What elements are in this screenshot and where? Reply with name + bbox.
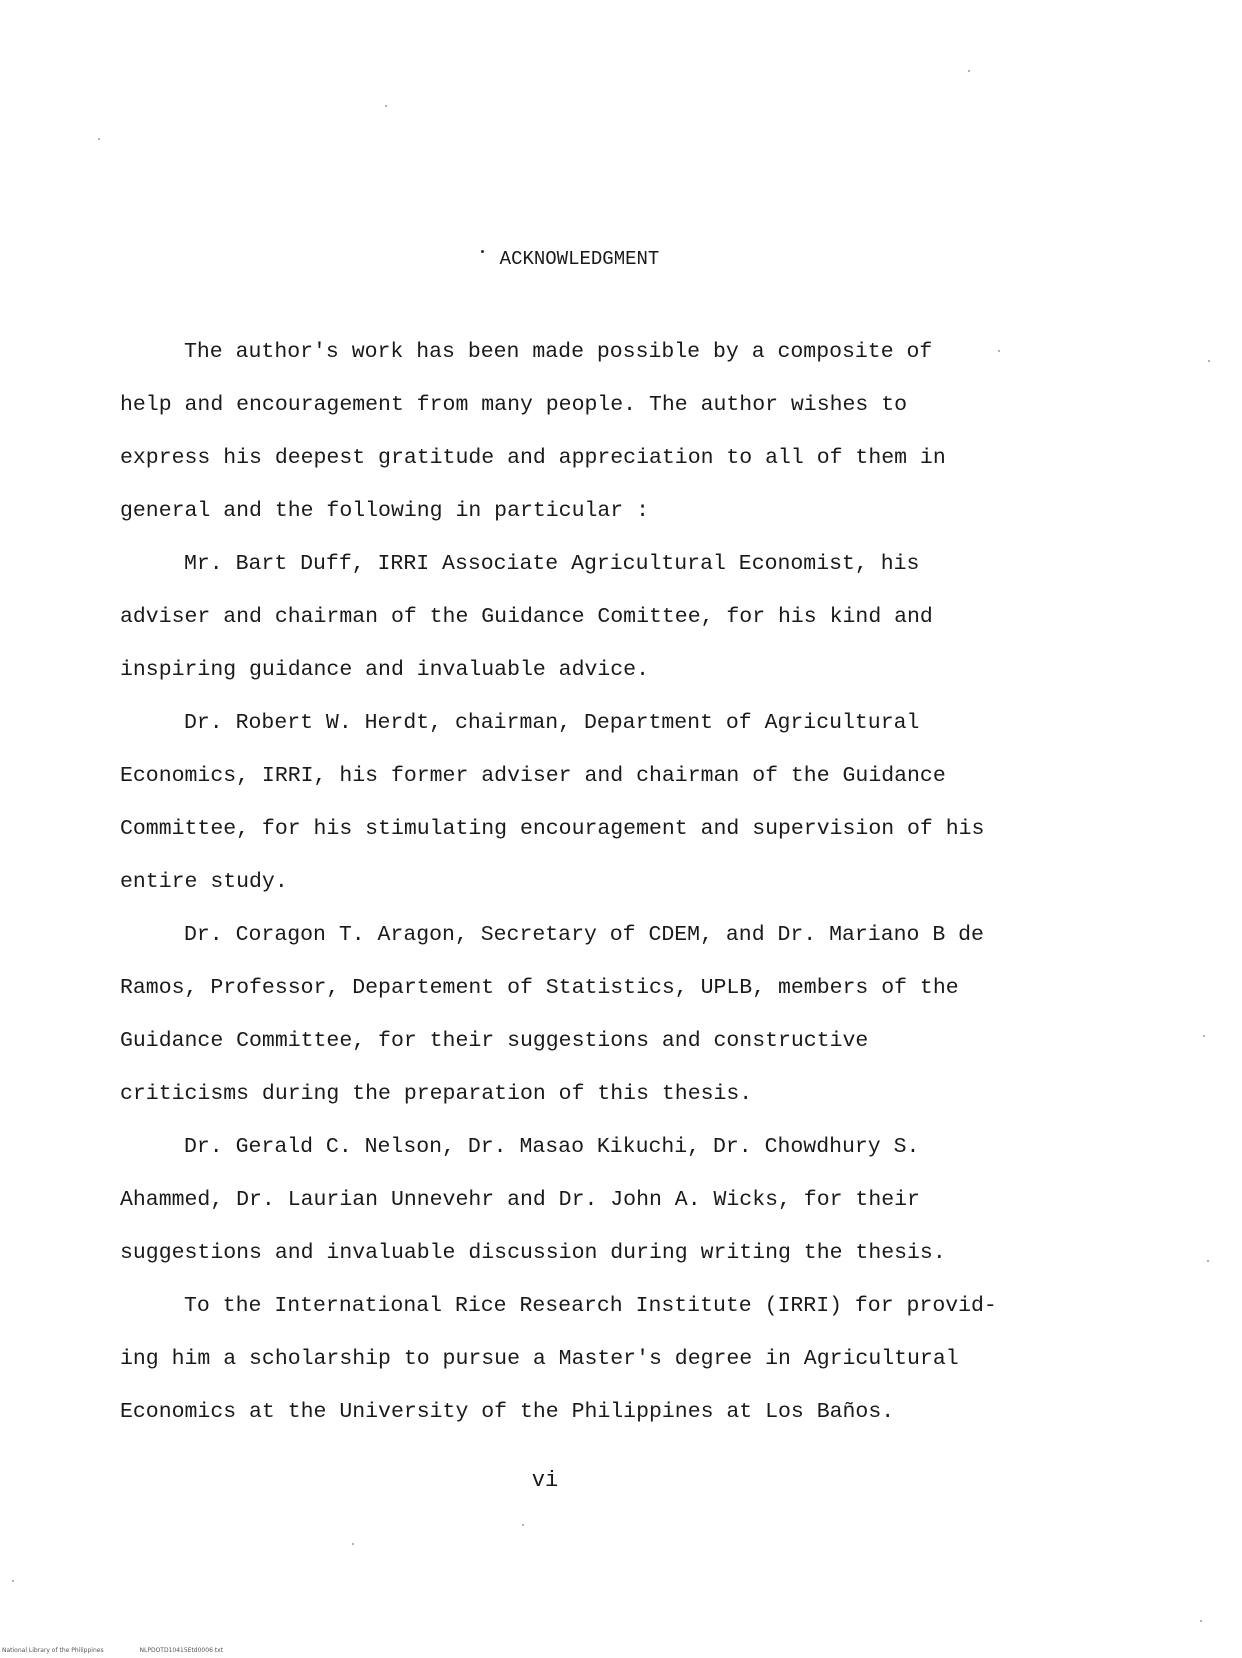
title-text: ACKNOWLEDGMENT — [499, 248, 660, 270]
text-line: Mr. Bart Duff, IRRI Associate Agricultural Economist, his — [184, 552, 920, 576]
text-line: general and the following in particular : — [120, 499, 649, 523]
acknowledgment-body — [120, 326, 1020, 1439]
stray-mark — [481, 250, 484, 253]
text-line: Dr. Gerald C. Nelson, Dr. Masao Kikuchi, Dr. Chowdhury S. — [184, 1135, 920, 1159]
paragraph-aragon — [120, 909, 1020, 1121]
text-line: Dr. Coragon T. Aragon, Secretary of CDEM, and Dr. Mariano B de — [184, 923, 984, 947]
paragraph-irri — [120, 1280, 1020, 1439]
text-line: Ramos, Professor, Departement of Statistics, UPLB, members of the — [120, 976, 959, 1000]
text-line: adviser and chairman of the Guidance Comittee, for his kind and — [120, 605, 933, 629]
text-line: inspiring guidance and invaluable advice. — [120, 658, 649, 682]
text-line: Economics at the University of the Philippines at Los Baños. — [120, 1400, 895, 1424]
scan-speck — [385, 105, 387, 107]
text-line: Guidance Committee, for their suggestions and constructive — [120, 1029, 869, 1053]
scan-speck — [1208, 360, 1210, 362]
text-line: Economics, IRRI, his former adviser and chairman of the Guidance — [120, 764, 946, 788]
page-title — [0, 248, 1140, 270]
text-line: help and encouragement from many people. The author wishes to — [120, 393, 908, 417]
text-line: To the International Rice Research Institute (IRRI) for provid- — [184, 1294, 997, 1318]
text-line: criticisms during the preparation of this thesis. — [120, 1082, 753, 1106]
footer-code: NLPDOTD10415Etd0006 txt — [139, 1647, 224, 1654]
paragraph-duff — [120, 538, 1020, 697]
text-line: entire study. — [120, 870, 288, 894]
scan-speck — [1207, 1260, 1209, 1262]
text-line: Dr. Robert W. Herdt, chairman, Department of Agricultural — [184, 711, 920, 735]
text-line: ing him a scholarship to pursue a Master's degree in Agricultural — [120, 1347, 959, 1371]
scan-speck — [98, 138, 100, 140]
text-line: express his deepest gratitude and appreciation to all of them in — [120, 446, 946, 470]
scan-speck — [12, 1580, 14, 1582]
scan-speck — [1203, 1035, 1205, 1037]
text-line: Committee, for his stimulating encouragement and supervision of his — [120, 817, 985, 841]
page-number: vi — [531, 1468, 559, 1493]
text-line: Ahammed, Dr. Laurian Unnevehr and Dr. John A. Wicks, for their — [120, 1188, 920, 1212]
scan-speck — [352, 1543, 354, 1545]
paragraph-herdt — [120, 697, 1020, 909]
scan-footer — [2, 1647, 257, 1654]
text-line: The author's work has been made possible by a composite of — [184, 340, 933, 364]
scan-speck — [998, 350, 1000, 352]
scan-speck — [968, 70, 970, 72]
text-line: suggestions and invaluable discussion during writing the thesis. — [120, 1241, 946, 1265]
paragraph-nelson — [120, 1121, 1020, 1280]
footer-library: National Library of the Philippines — [2, 1647, 104, 1654]
scan-speck — [1200, 1620, 1202, 1622]
paragraph-intro — [120, 326, 1020, 538]
scan-speck — [522, 1524, 524, 1526]
